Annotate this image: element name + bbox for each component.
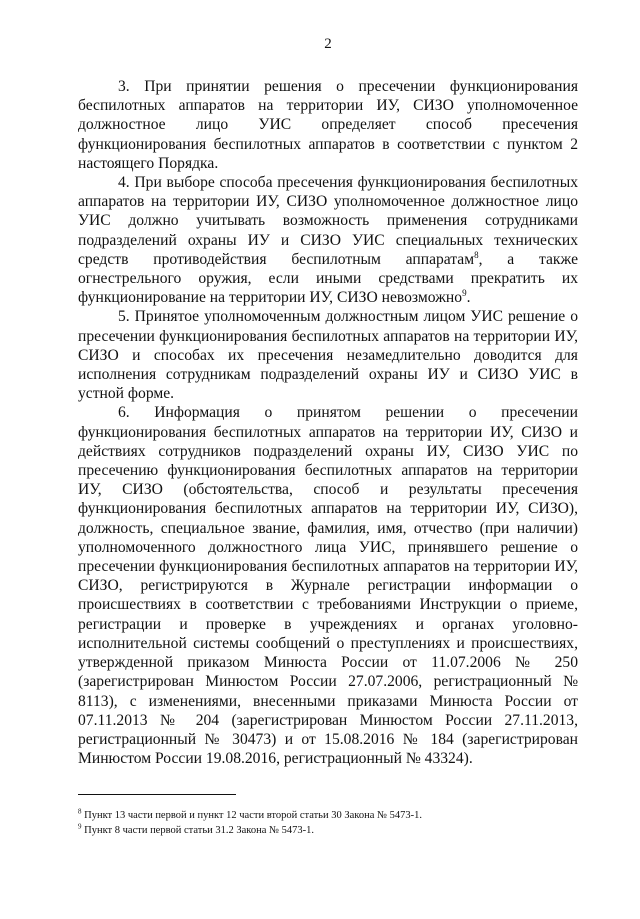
footnote-ref-9[interactable]: 9 (462, 288, 467, 299)
paragraph-5 (78, 307, 578, 403)
paragraph-6 (78, 403, 578, 768)
footnote-divider (78, 794, 236, 795)
footnote-8-marker: 8 (78, 807, 82, 816)
paragraph-3 (78, 77, 578, 173)
footnote-9 (78, 824, 578, 837)
paragraph-3-text: 3. При принятии решения о пресечении функционирования беспилотных аппаратов на территории ИУ, СИЗО уполномоченное должностное лицо УИС определяет способ пресечения функционирования беспилотных аппаратов в соответствии с пунктом 2 настоящего Порядка. (78, 78, 578, 172)
footnote-ref-8[interactable]: 8 (474, 249, 479, 260)
paragraph-4-text-c: . (466, 289, 471, 307)
paragraph-5-text: 5. Принятое уполномоченным должностным лицом УИС решение о пресечении функционирования беспилотных аппаратов на территории ИУ, СИЗО и способах их пресечения незамедлительно доводится для исполнения сотрудникам подразделений охраны ИУ и СИЗО УИС в устной форме. (78, 308, 578, 403)
page-number: 2 (324, 36, 332, 52)
paragraph-4-text-b: , а также огнестрельного оружия, если иными средствами прекратить их функционирование на территории ИУ, СИЗО невозможно (78, 250, 578, 307)
paragraph-4-text-a: 4. При выборе способа пресечения функционирования беспилотных аппаратов на территории ИУ, СИЗО уполномоченное должностное лицо УИС должно учитывать возможность применения сотрудниками подразделений охраны ИУ и СИЗО УИС специальных технических средств противодействия беспилотным аппаратам (78, 174, 578, 268)
footnote-9-marker: 9 (78, 822, 82, 831)
footnote-8-text: Пункт 13 части первой и пункт 12 части второй статьи 30 Закона № 5473-1. (84, 810, 423, 822)
paragraph-4 (78, 173, 578, 307)
paragraph-6-text: 6. Информация о принятом решении о пресечении функционирования беспилотных аппаратов на территории ИУ, СИЗО и действиях сотрудников подразделений охраны ИУ, СИЗО УИС по пресечению функционирования беспилотных аппаратов на территории ИУ, СИЗО (обстоятельства, способ и результаты пресечения функционирования беспилотных аппаратов на территории ИУ, СИЗО), должность, специальное звание, фамилия, имя, отчество (при наличии) уполномоченного должностного лица УИС, принявшего решение о пресечении функционирования беспилотных аппаратов на территории ИУ, СИЗО, регистрируются в Журнале регистрации информации о происшествиях в соответствии с требованиями Инструкции о приеме, регистрации и проверке в учреждениях и органах уголовно-исполнительной системы сообщений о преступлениях и происшествиях, утвержденной приказом Минюста России от 11.07.2006 № 250 (зарегистрирован Минюстом России 27.07.2006, регистрационный № 8113), с изменениями, внесенными приказами Минюста России от 07.11.2013 № 204 (зарегистрирован Минюстом России 27.11.2013, регистрационный № 30473) и от 15.08.2016 № 184 (зарегистрирован Минюстом России 19.08.2016, регистрационный № 43324). (78, 404, 578, 768)
footnote-9-text: Пункт 8 части первой статьи 31.2 Закона № 5473-1. (84, 825, 315, 837)
footnote-8 (78, 809, 578, 822)
